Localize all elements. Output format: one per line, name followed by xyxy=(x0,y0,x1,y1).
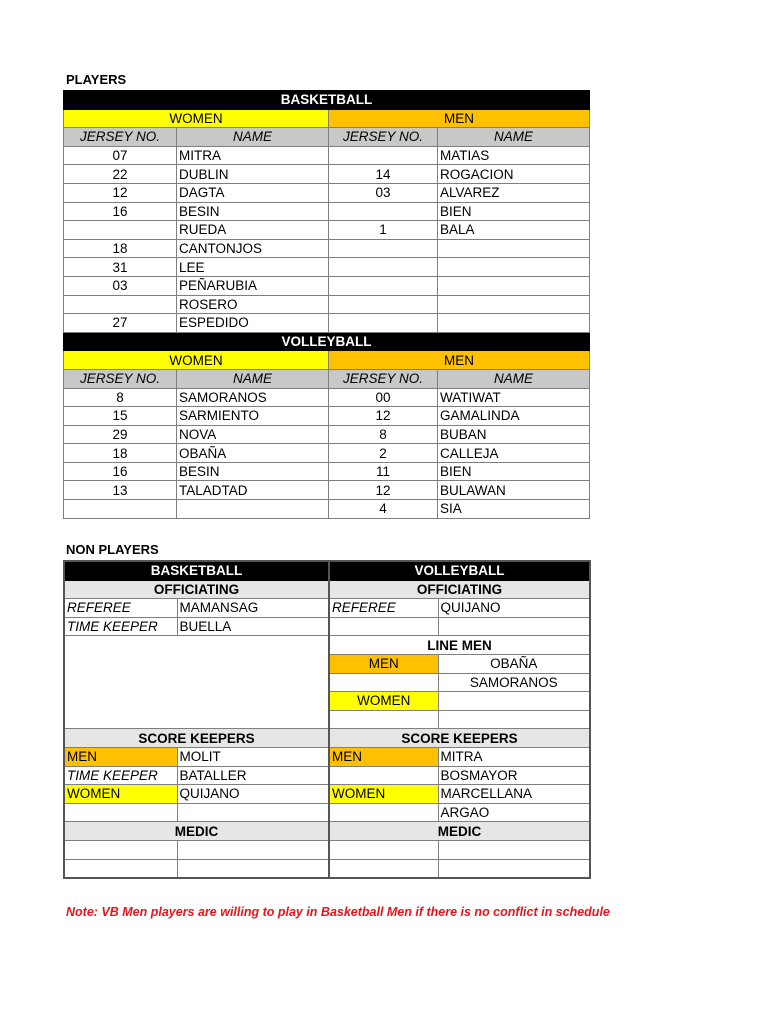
vb-blank-cell xyxy=(329,617,438,636)
bb-women-name: ROSERO xyxy=(177,295,329,314)
volleyball-men-label: MEN xyxy=(329,351,590,370)
bb-men-jersey xyxy=(329,239,438,258)
vb-women-name: BESIN xyxy=(177,462,329,481)
vb-blank-cell xyxy=(329,710,438,729)
bb-sk-men-name: MOLIT xyxy=(177,747,329,766)
vb-women-name: TALADTAD xyxy=(177,481,329,500)
players-table xyxy=(63,90,590,519)
bb-women-jersey: 27 xyxy=(64,314,177,333)
basketball-row xyxy=(64,258,590,277)
vb-women-jersey: 29 xyxy=(64,425,177,444)
volleyball-row xyxy=(64,500,590,519)
bb-referee-role: REFEREE xyxy=(64,599,177,618)
vb-referee-role: REFEREE xyxy=(329,599,438,618)
vb-men-jersey: 11 xyxy=(329,462,438,481)
bb-sk-men-label: MEN xyxy=(64,747,177,766)
basketball-men-name-header: NAME xyxy=(438,128,590,147)
bb-medic-blank xyxy=(177,859,329,878)
vb-sk-men-name: MITRA xyxy=(438,747,590,766)
bb-blank-cell xyxy=(177,803,329,822)
vb-men-name: SIA xyxy=(438,500,590,519)
bb-women-name: ESPEDIDO xyxy=(177,314,329,333)
vb-women-jersey: 15 xyxy=(64,407,177,426)
bb-referee-name: MAMANSAG xyxy=(177,599,329,618)
vb-blank-cell xyxy=(329,673,438,692)
basketball-row xyxy=(64,276,590,295)
basketball-men-jersey-header: JERSEY NO. xyxy=(329,128,438,147)
vb-women-name: OBAÑA xyxy=(177,444,329,463)
np-volleyball-title: VOLLEYBALL xyxy=(329,561,590,580)
bb-men-name xyxy=(438,239,590,258)
bb-sk-women-name: QUIJANO xyxy=(177,785,329,804)
vb-men-jersey: 4 xyxy=(329,500,438,519)
bb-timekeeper-role: TIME KEEPER xyxy=(64,617,177,636)
bb-women-name: BESIN xyxy=(177,202,329,221)
bb-men-jersey xyxy=(329,146,438,165)
vb-sk-women-label: WOMEN xyxy=(329,785,438,804)
vb-officiating-label: OFFICIATING xyxy=(329,580,590,599)
bb-men-jersey: 14 xyxy=(329,165,438,184)
vb-men-name: BULAWAN xyxy=(438,481,590,500)
vb-sk-women-name-2: ARGAO xyxy=(438,803,590,822)
bb-women-jersey xyxy=(64,221,177,240)
vb-medic-label: MEDIC xyxy=(329,822,590,841)
bb-medic-blank xyxy=(64,840,177,859)
basketball-row xyxy=(64,314,590,333)
volleyball-men-name-header: NAME xyxy=(438,369,590,388)
vb-women-jersey: 16 xyxy=(64,462,177,481)
vb-blank-cell xyxy=(438,710,590,729)
vb-sk-men-name-2: BOSMAYOR xyxy=(438,766,590,785)
vb-men-jersey: 00 xyxy=(329,388,438,407)
vb-men-name: WATIWAT xyxy=(438,388,590,407)
bb-women-jersey: 31 xyxy=(64,258,177,277)
bb-women-name: DUBLIN xyxy=(177,165,329,184)
footnote: Note: VB Men players are willing to play in Basketball Men if there is no conflict in schedule xyxy=(66,905,610,919)
vb-sk-men-label: MEN xyxy=(329,747,438,766)
vb-linemen-women-label: WOMEN xyxy=(329,692,438,711)
bb-women-jersey: 16 xyxy=(64,202,177,221)
basketball-men-label: MEN xyxy=(329,109,590,128)
vb-referee-name: QUIJANO xyxy=(438,599,590,618)
volleyball-row xyxy=(64,388,590,407)
vb-medic-blank xyxy=(329,859,438,878)
bb-blank-cell xyxy=(64,803,177,822)
vb-medic-blank xyxy=(329,840,438,859)
basketball-row xyxy=(64,183,590,202)
vb-linemen-men-value: SAMORANOS xyxy=(438,673,590,692)
volleyball-row xyxy=(64,425,590,444)
players-heading: PLAYERS xyxy=(66,72,127,87)
np-basketball-title: BASKETBALL xyxy=(64,561,329,580)
bb-men-jersey: 1 xyxy=(329,221,438,240)
vb-men-jersey: 12 xyxy=(329,481,438,500)
vb-men-name: BIEN xyxy=(438,462,590,481)
bb-women-name: MITRA xyxy=(177,146,329,165)
vb-medic-blank xyxy=(438,859,590,878)
nonplayers-heading: NON PLAYERS xyxy=(66,542,159,557)
vb-sk-blank-label xyxy=(329,766,438,785)
vb-sk-women-name: MARCELLANA xyxy=(438,785,590,804)
vb-men-name: BUBAN xyxy=(438,425,590,444)
basketball-row xyxy=(64,295,590,314)
volleyball-row xyxy=(64,407,590,426)
volleyball-men-jersey-header: JERSEY NO. xyxy=(329,369,438,388)
bb-officiating-label: OFFICIATING xyxy=(64,580,329,599)
vb-linemen-label: LINE MEN xyxy=(329,636,590,655)
bb-men-jersey xyxy=(329,258,438,277)
bb-men-jersey xyxy=(329,276,438,295)
vb-men-jersey: 2 xyxy=(329,444,438,463)
vb-blank-cell xyxy=(438,692,590,711)
bb-medic-blank xyxy=(64,859,177,878)
volleyball-women-jersey-header: JERSEY NO. xyxy=(64,369,177,388)
vb-linemen-men-value: OBAÑA xyxy=(438,654,590,673)
bb-women-name: PEÑARUBIA xyxy=(177,276,329,295)
vb-women-jersey xyxy=(64,500,177,519)
bb-men-name: BALA xyxy=(438,221,590,240)
bb-sk-women-label: WOMEN xyxy=(64,785,177,804)
basketball-row xyxy=(64,239,590,258)
volleyball-women-label: WOMEN xyxy=(64,351,329,370)
bb-men-jersey: 03 xyxy=(329,183,438,202)
bb-men-name: MATIAS xyxy=(438,146,590,165)
bb-men-name xyxy=(438,258,590,277)
volleyball-row xyxy=(64,462,590,481)
bb-women-jersey: 12 xyxy=(64,183,177,202)
basketball-row xyxy=(64,146,590,165)
basketball-row xyxy=(64,221,590,240)
bb-men-jersey xyxy=(329,314,438,333)
basketball-row xyxy=(64,202,590,221)
bb-men-jersey xyxy=(329,295,438,314)
bb-medic-label: MEDIC xyxy=(64,822,329,841)
vb-women-name xyxy=(177,500,329,519)
basketball-women-label: WOMEN xyxy=(64,109,329,128)
bb-men-name xyxy=(438,276,590,295)
vb-men-name: GAMALINDA xyxy=(438,407,590,426)
bb-women-name: LEE xyxy=(177,258,329,277)
vb-scorekeepers-label: SCORE KEEPERS xyxy=(329,729,590,748)
vb-linemen-men-label: MEN xyxy=(329,654,438,673)
vb-men-jersey: 8 xyxy=(329,425,438,444)
volleyball-women-name-header: NAME xyxy=(177,369,329,388)
volleyball-section-title: VOLLEYBALL xyxy=(64,332,590,351)
vb-sk-blank-label xyxy=(329,803,438,822)
basketball-women-name-header: NAME xyxy=(177,128,329,147)
vb-men-name: CALLEJA xyxy=(438,444,590,463)
bb-men-name: BIEN xyxy=(438,202,590,221)
bb-women-name: DAGTA xyxy=(177,183,329,202)
vb-women-name: SAMORANOS xyxy=(177,388,329,407)
nonplayers-table xyxy=(63,560,591,879)
bb-women-jersey: 22 xyxy=(64,165,177,184)
bb-men-jersey xyxy=(329,202,438,221)
bb-sk-timekeeper-label: TIME KEEPER xyxy=(64,766,177,785)
vb-women-jersey: 8 xyxy=(64,388,177,407)
bb-women-jersey: 07 xyxy=(64,146,177,165)
bb-men-name xyxy=(438,314,590,333)
vb-medic-blank xyxy=(438,840,590,859)
bb-women-name: CANTONJOS xyxy=(177,239,329,258)
bb-women-jersey: 03 xyxy=(64,276,177,295)
vb-women-name: SARMIENTO xyxy=(177,407,329,426)
vb-men-jersey: 12 xyxy=(329,407,438,426)
volleyball-row xyxy=(64,481,590,500)
bb-men-name: ALVAREZ xyxy=(438,183,590,202)
bb-women-jersey xyxy=(64,295,177,314)
bb-women-name: RUEDA xyxy=(177,221,329,240)
basketball-row xyxy=(64,165,590,184)
vb-women-jersey: 18 xyxy=(64,444,177,463)
bb-men-name xyxy=(438,295,590,314)
bb-empty-block xyxy=(64,636,329,729)
bb-medic-blank xyxy=(177,840,329,859)
bb-women-jersey: 18 xyxy=(64,239,177,258)
bb-scorekeepers-label: SCORE KEEPERS xyxy=(64,729,329,748)
vb-women-name: NOVA xyxy=(177,425,329,444)
vb-women-jersey: 13 xyxy=(64,481,177,500)
volleyball-row xyxy=(64,444,590,463)
vb-blank-cell xyxy=(438,617,590,636)
basketball-section-title: BASKETBALL xyxy=(64,91,590,110)
bb-men-name: ROGACION xyxy=(438,165,590,184)
bb-timekeeper-name: BUELLA xyxy=(177,617,329,636)
bb-sk-timekeeper-name: BATALLER xyxy=(177,766,329,785)
basketball-women-jersey-header: JERSEY NO. xyxy=(64,128,177,147)
